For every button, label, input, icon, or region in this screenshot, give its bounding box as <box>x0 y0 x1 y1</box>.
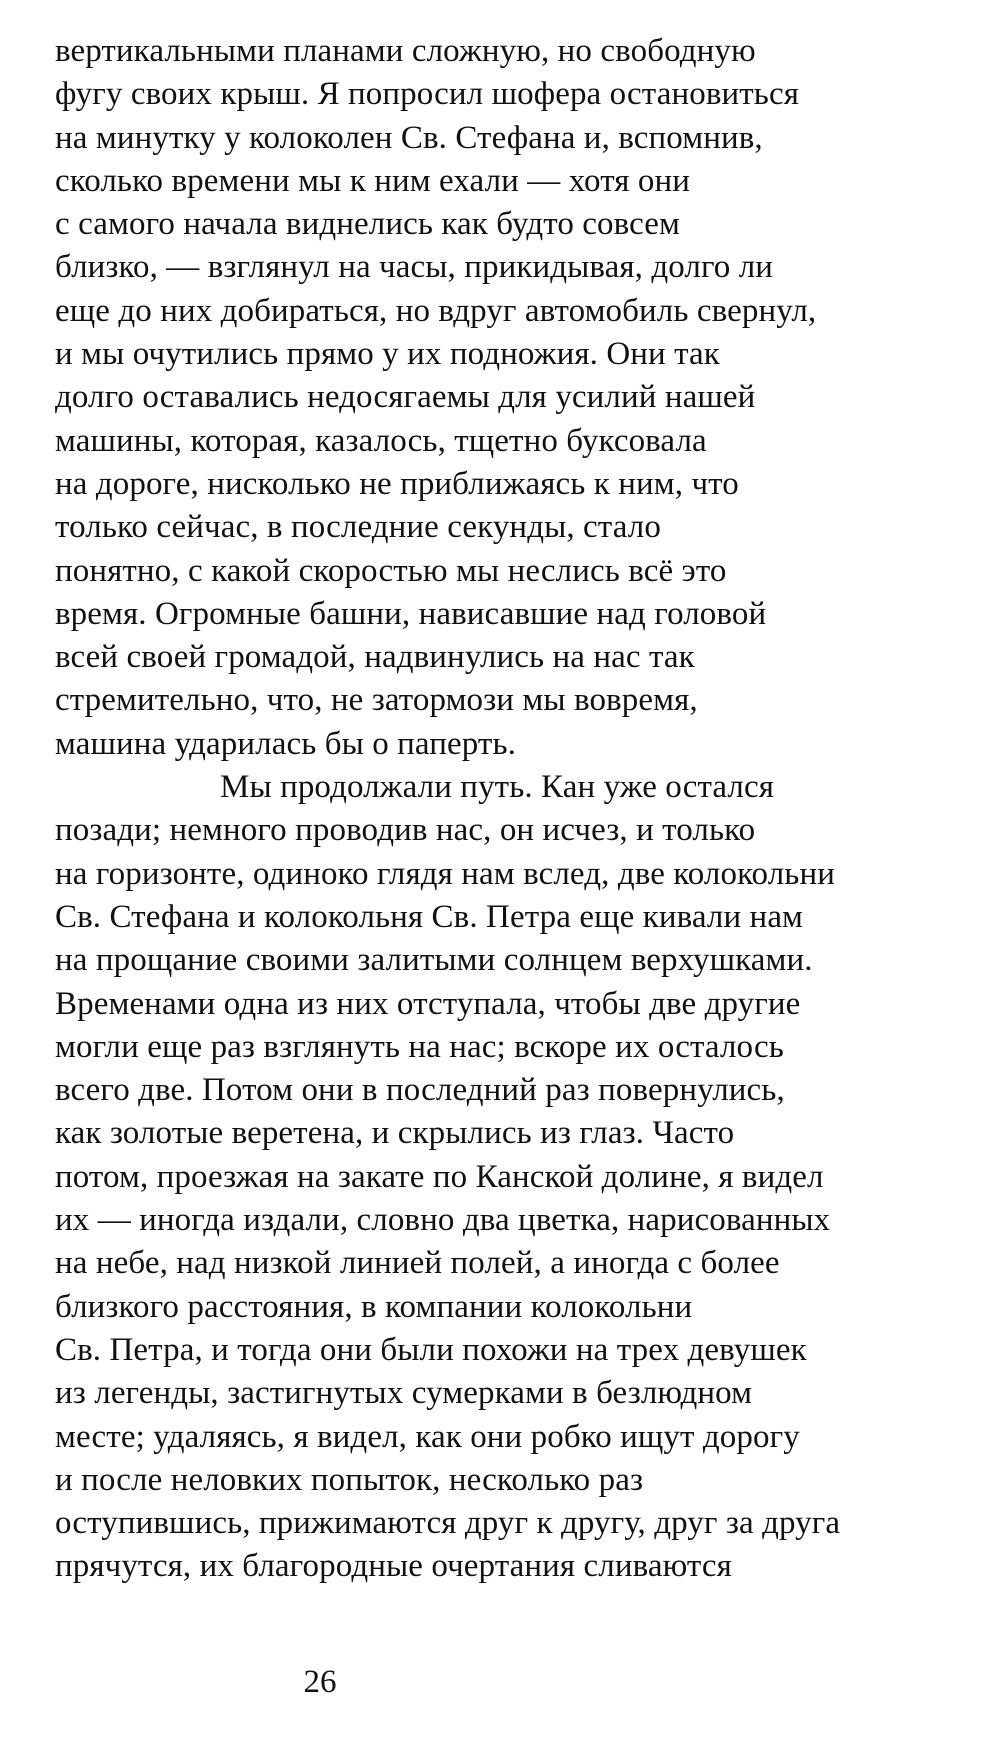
text-line: их — иногда издали, словно два цветка, нарисованных <box>55 1202 831 1239</box>
text-line: потом, проезжая на закате по Канской долине, я видел <box>55 1158 824 1195</box>
text-line: время. Огромные башни, нависавшие над головой <box>55 595 767 632</box>
page-number: 26 <box>303 1664 337 1700</box>
text-line: из легенды, застигнутых сумерками в безлюдном <box>55 1375 753 1412</box>
text-line: месте; удаляясь, я видел, как они робко ищут дорогу <box>55 1418 800 1455</box>
text-line: стремительно, что, не затормози мы вовремя, <box>55 682 698 719</box>
paragraph-start-line: Мы продолжали путь. Кан уже остался <box>220 769 775 806</box>
text-line: позади; немного проводив нас, он исчез, и только <box>55 812 756 849</box>
text-line: Св. Петра, и тогда они были похожи на трех девушек <box>55 1331 807 1368</box>
text-line: на прощание своими залитыми солнцем верхушками. <box>55 942 813 979</box>
text-line: сколько времени мы к ним ехали — хотя они <box>55 162 691 199</box>
text-line: могли еще раз взглянуть на нас; вскоре их осталось <box>55 1028 784 1065</box>
text-line: на минутку у колоколен Св. Стефана и, вспомнив, <box>55 119 763 156</box>
text-line: только сейчас, в последние секунды, стало <box>55 509 661 546</box>
text-line: Св. Стефана и колокольня Св. Петра еще кивали нам <box>55 898 804 935</box>
text-line: понятно, с какой скоростью мы неслись всё это <box>55 552 727 589</box>
text-line: как золотые веретена, и скрылись из глаз. Часто <box>55 1115 735 1152</box>
text-line: на горизонте, одиноко глядя нам вслед, две колокольни <box>55 855 835 892</box>
text-line: на дороге, нисколько не приближаясь к ним, что <box>55 465 739 502</box>
text-line: еще до них добираться, но вдруг автомобиль свернул, <box>55 292 817 329</box>
text-line: прячутся, их благородные очертания сливаются <box>55 1548 732 1585</box>
text-line: всего две. Потом они в последний раз повернулись, <box>55 1072 785 1109</box>
text-line: оступившись, прижимаются друг к другу, друг за друга <box>55 1505 841 1542</box>
text-line: и мы очутились прямо у их подножия. Они так <box>55 336 720 373</box>
text-line: всей своей громадой, надвинулись на нас так <box>55 639 695 676</box>
text-line: с самого начала виднелись как будто совсем <box>55 206 680 243</box>
text-line: Временами одна из них отступала, чтобы две другие <box>55 985 801 1022</box>
text-line: машина ударилась бы о паперть. <box>55 725 516 762</box>
text-line: машины, которая, казалось, тщетно буксовала <box>55 422 707 459</box>
body-text <box>55 30 975 1589</box>
text-line: на небе, над низкой линией полей, а иногда с более <box>55 1245 780 1282</box>
text-line: долго оставались недосягаемы для усилий нашей <box>55 379 756 416</box>
text-line: близкого расстояния, в компании колокольни <box>55 1288 693 1325</box>
text-line: фугу своих крыш. Я попросил шофера остановиться <box>55 76 799 113</box>
text-line: вертикальными планами сложную, но свободную <box>55 33 756 69</box>
text-line: и после неловких попыток, несколько раз <box>55 1461 644 1498</box>
text-line: близко, — взглянул на часы, прикидывая, долго ли <box>55 249 774 286</box>
